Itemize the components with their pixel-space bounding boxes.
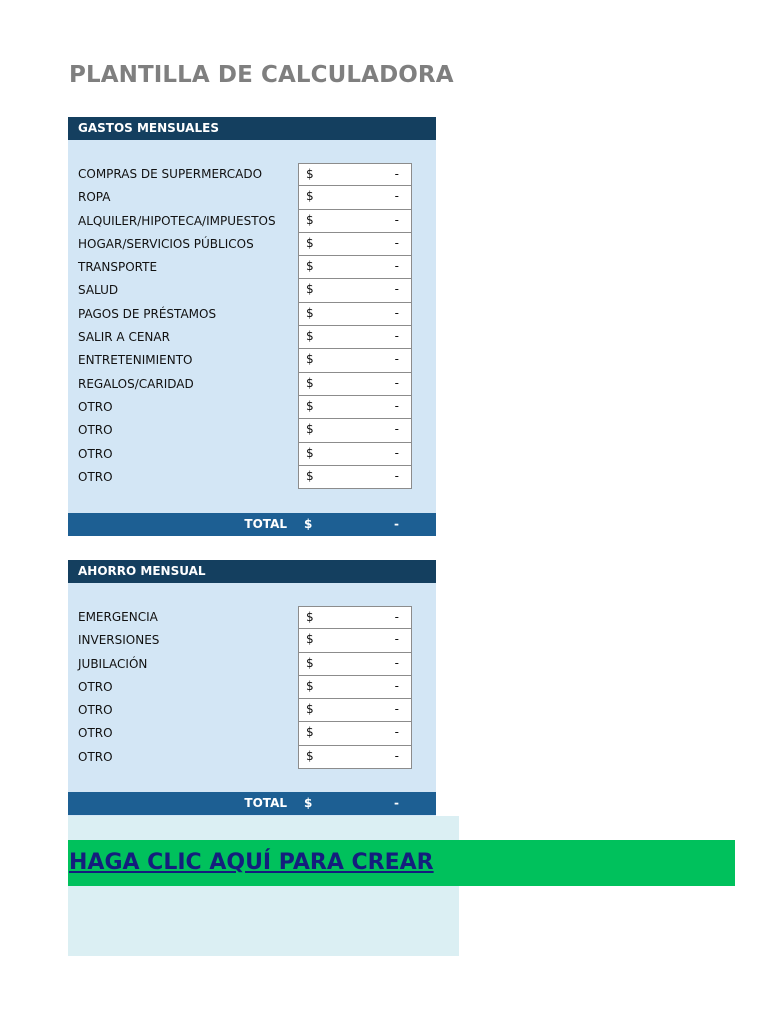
amount-value: - bbox=[394, 259, 399, 274]
currency-symbol: $ bbox=[306, 422, 314, 437]
amount-cell[interactable] bbox=[298, 722, 412, 745]
row-label: ALQUILER/HIPOTECA/IMPUESTOS bbox=[78, 213, 276, 228]
row-label: OTRO bbox=[78, 469, 113, 484]
create-link[interactable]: HAGA CLIC AQUÍ PARA CREAR bbox=[69, 850, 434, 875]
row-label: OTRO bbox=[78, 446, 113, 461]
amount-cell[interactable] bbox=[298, 396, 412, 419]
currency-symbol: $ bbox=[306, 305, 314, 320]
currency-symbol: $ bbox=[306, 725, 314, 740]
row-label: EMERGENCIA bbox=[78, 610, 158, 624]
currency-symbol: $ bbox=[306, 632, 314, 647]
table-row bbox=[68, 419, 436, 442]
amount-cell[interactable] bbox=[298, 443, 412, 466]
currency-symbol: $ bbox=[306, 235, 314, 250]
gastos-header: GASTOS MENSUALES bbox=[68, 117, 436, 140]
row-label: COMPRAS DE SUPERMERCADO bbox=[78, 167, 263, 181]
amount-value: - bbox=[394, 398, 399, 413]
amount-cell[interactable] bbox=[298, 326, 412, 349]
gastos-total-bar bbox=[68, 513, 436, 536]
amount-value: - bbox=[394, 632, 399, 647]
ahorro-total-bar bbox=[68, 792, 436, 815]
table-row bbox=[68, 466, 436, 489]
currency-symbol: $ bbox=[306, 702, 314, 717]
amount-cell[interactable] bbox=[298, 419, 412, 442]
table-row bbox=[68, 326, 436, 349]
table-row bbox=[68, 443, 436, 466]
table-row bbox=[68, 210, 436, 233]
gastos-section bbox=[68, 117, 436, 536]
amount-cell[interactable] bbox=[298, 629, 412, 652]
row-label: REGALOS/CARIDAD bbox=[78, 376, 194, 391]
amount-value: - bbox=[394, 212, 399, 227]
amount-value: - bbox=[394, 352, 399, 367]
table-row bbox=[68, 396, 436, 419]
promo-background bbox=[68, 816, 459, 956]
currency-symbol: $ bbox=[306, 468, 314, 483]
row-label: OTRO bbox=[78, 703, 113, 718]
currency-symbol: $ bbox=[306, 282, 314, 297]
row-label: JUBILACIÓN bbox=[78, 656, 148, 671]
gastos-rows bbox=[68, 163, 436, 489]
total-label: TOTAL bbox=[244, 796, 287, 810]
amount-value: - bbox=[394, 445, 399, 460]
table-row bbox=[68, 256, 436, 279]
currency-symbol: $ bbox=[306, 678, 314, 693]
total-currency: $ bbox=[304, 517, 313, 531]
amount-cell[interactable] bbox=[298, 653, 412, 676]
ahorro-header: AHORRO MENSUAL bbox=[68, 560, 436, 583]
amount-value: - bbox=[394, 610, 399, 624]
row-label: INVERSIONES bbox=[78, 633, 160, 648]
amount-value: - bbox=[394, 725, 399, 740]
ahorro-section bbox=[68, 560, 436, 816]
amount-value: - bbox=[394, 748, 399, 763]
row-label: PAGOS DE PRÉSTAMOS bbox=[78, 306, 217, 321]
table-row bbox=[68, 303, 436, 326]
currency-symbol: $ bbox=[306, 189, 314, 204]
amount-cell[interactable] bbox=[298, 746, 412, 769]
amount-value: - bbox=[394, 468, 399, 483]
currency-symbol: $ bbox=[306, 212, 314, 227]
amount-cell[interactable] bbox=[298, 256, 412, 279]
table-row bbox=[68, 373, 436, 396]
currency-symbol: $ bbox=[306, 375, 314, 390]
amount-value: - bbox=[394, 422, 399, 437]
table-row bbox=[68, 676, 436, 699]
total-value: - bbox=[394, 796, 399, 810]
table-row bbox=[68, 722, 436, 745]
table-row bbox=[68, 699, 436, 722]
amount-cell[interactable] bbox=[298, 303, 412, 326]
currency-symbol: $ bbox=[306, 610, 314, 624]
row-label: ENTRETENIMIENTO bbox=[78, 353, 193, 368]
currency-symbol: $ bbox=[306, 329, 314, 344]
amount-cell[interactable] bbox=[298, 233, 412, 256]
amount-cell[interactable] bbox=[298, 699, 412, 722]
amount-value: - bbox=[394, 282, 399, 297]
table-row bbox=[68, 746, 436, 769]
amount-cell[interactable] bbox=[298, 186, 412, 209]
row-label: TRANSPORTE bbox=[78, 260, 158, 275]
amount-value: - bbox=[394, 235, 399, 250]
total-label: TOTAL bbox=[244, 517, 287, 531]
page-title: PLANTILLA DE CALCULADORA bbox=[69, 62, 454, 88]
row-label: HOGAR/SERVICIOS PÚBLICOS bbox=[78, 236, 254, 251]
table-row bbox=[68, 349, 436, 372]
row-label: SALUD bbox=[78, 283, 119, 298]
amount-value: - bbox=[394, 167, 399, 181]
currency-symbol: $ bbox=[306, 445, 314, 460]
currency-symbol: $ bbox=[306, 352, 314, 367]
amount-cell[interactable] bbox=[298, 210, 412, 233]
table-row bbox=[68, 606, 436, 629]
row-label: OTRO bbox=[78, 726, 113, 741]
total-value: - bbox=[394, 517, 399, 531]
table-row bbox=[68, 163, 436, 186]
amount-cell[interactable] bbox=[298, 373, 412, 396]
amount-value: - bbox=[394, 702, 399, 717]
table-row bbox=[68, 279, 436, 302]
amount-value: - bbox=[394, 655, 399, 670]
table-row bbox=[68, 186, 436, 209]
amount-value: - bbox=[394, 329, 399, 344]
currency-symbol: $ bbox=[306, 167, 314, 181]
table-row bbox=[68, 653, 436, 676]
currency-symbol: $ bbox=[306, 398, 314, 413]
amount-cell[interactable] bbox=[298, 606, 412, 629]
row-label: OTRO bbox=[78, 679, 113, 694]
amount-cell[interactable] bbox=[298, 349, 412, 372]
amount-value: - bbox=[394, 678, 399, 693]
table-row bbox=[68, 629, 436, 652]
currency-symbol: $ bbox=[306, 748, 314, 763]
currency-symbol: $ bbox=[306, 655, 314, 670]
amount-cell[interactable] bbox=[298, 676, 412, 699]
row-label: OTRO bbox=[78, 423, 113, 438]
amount-cell[interactable] bbox=[298, 163, 412, 186]
row-label: ROPA bbox=[78, 190, 111, 205]
row-label: SALIR A CENAR bbox=[78, 330, 170, 345]
table-row bbox=[68, 233, 436, 256]
amount-value: - bbox=[394, 189, 399, 204]
amount-value: - bbox=[394, 375, 399, 390]
amount-cell[interactable] bbox=[298, 466, 412, 489]
amount-cell[interactable] bbox=[298, 279, 412, 302]
total-currency: $ bbox=[304, 796, 313, 810]
ahorro-rows bbox=[68, 606, 436, 769]
row-label: OTRO bbox=[78, 399, 113, 414]
amount-value: - bbox=[394, 305, 399, 320]
row-label: OTRO bbox=[78, 749, 113, 764]
currency-symbol: $ bbox=[306, 259, 314, 274]
